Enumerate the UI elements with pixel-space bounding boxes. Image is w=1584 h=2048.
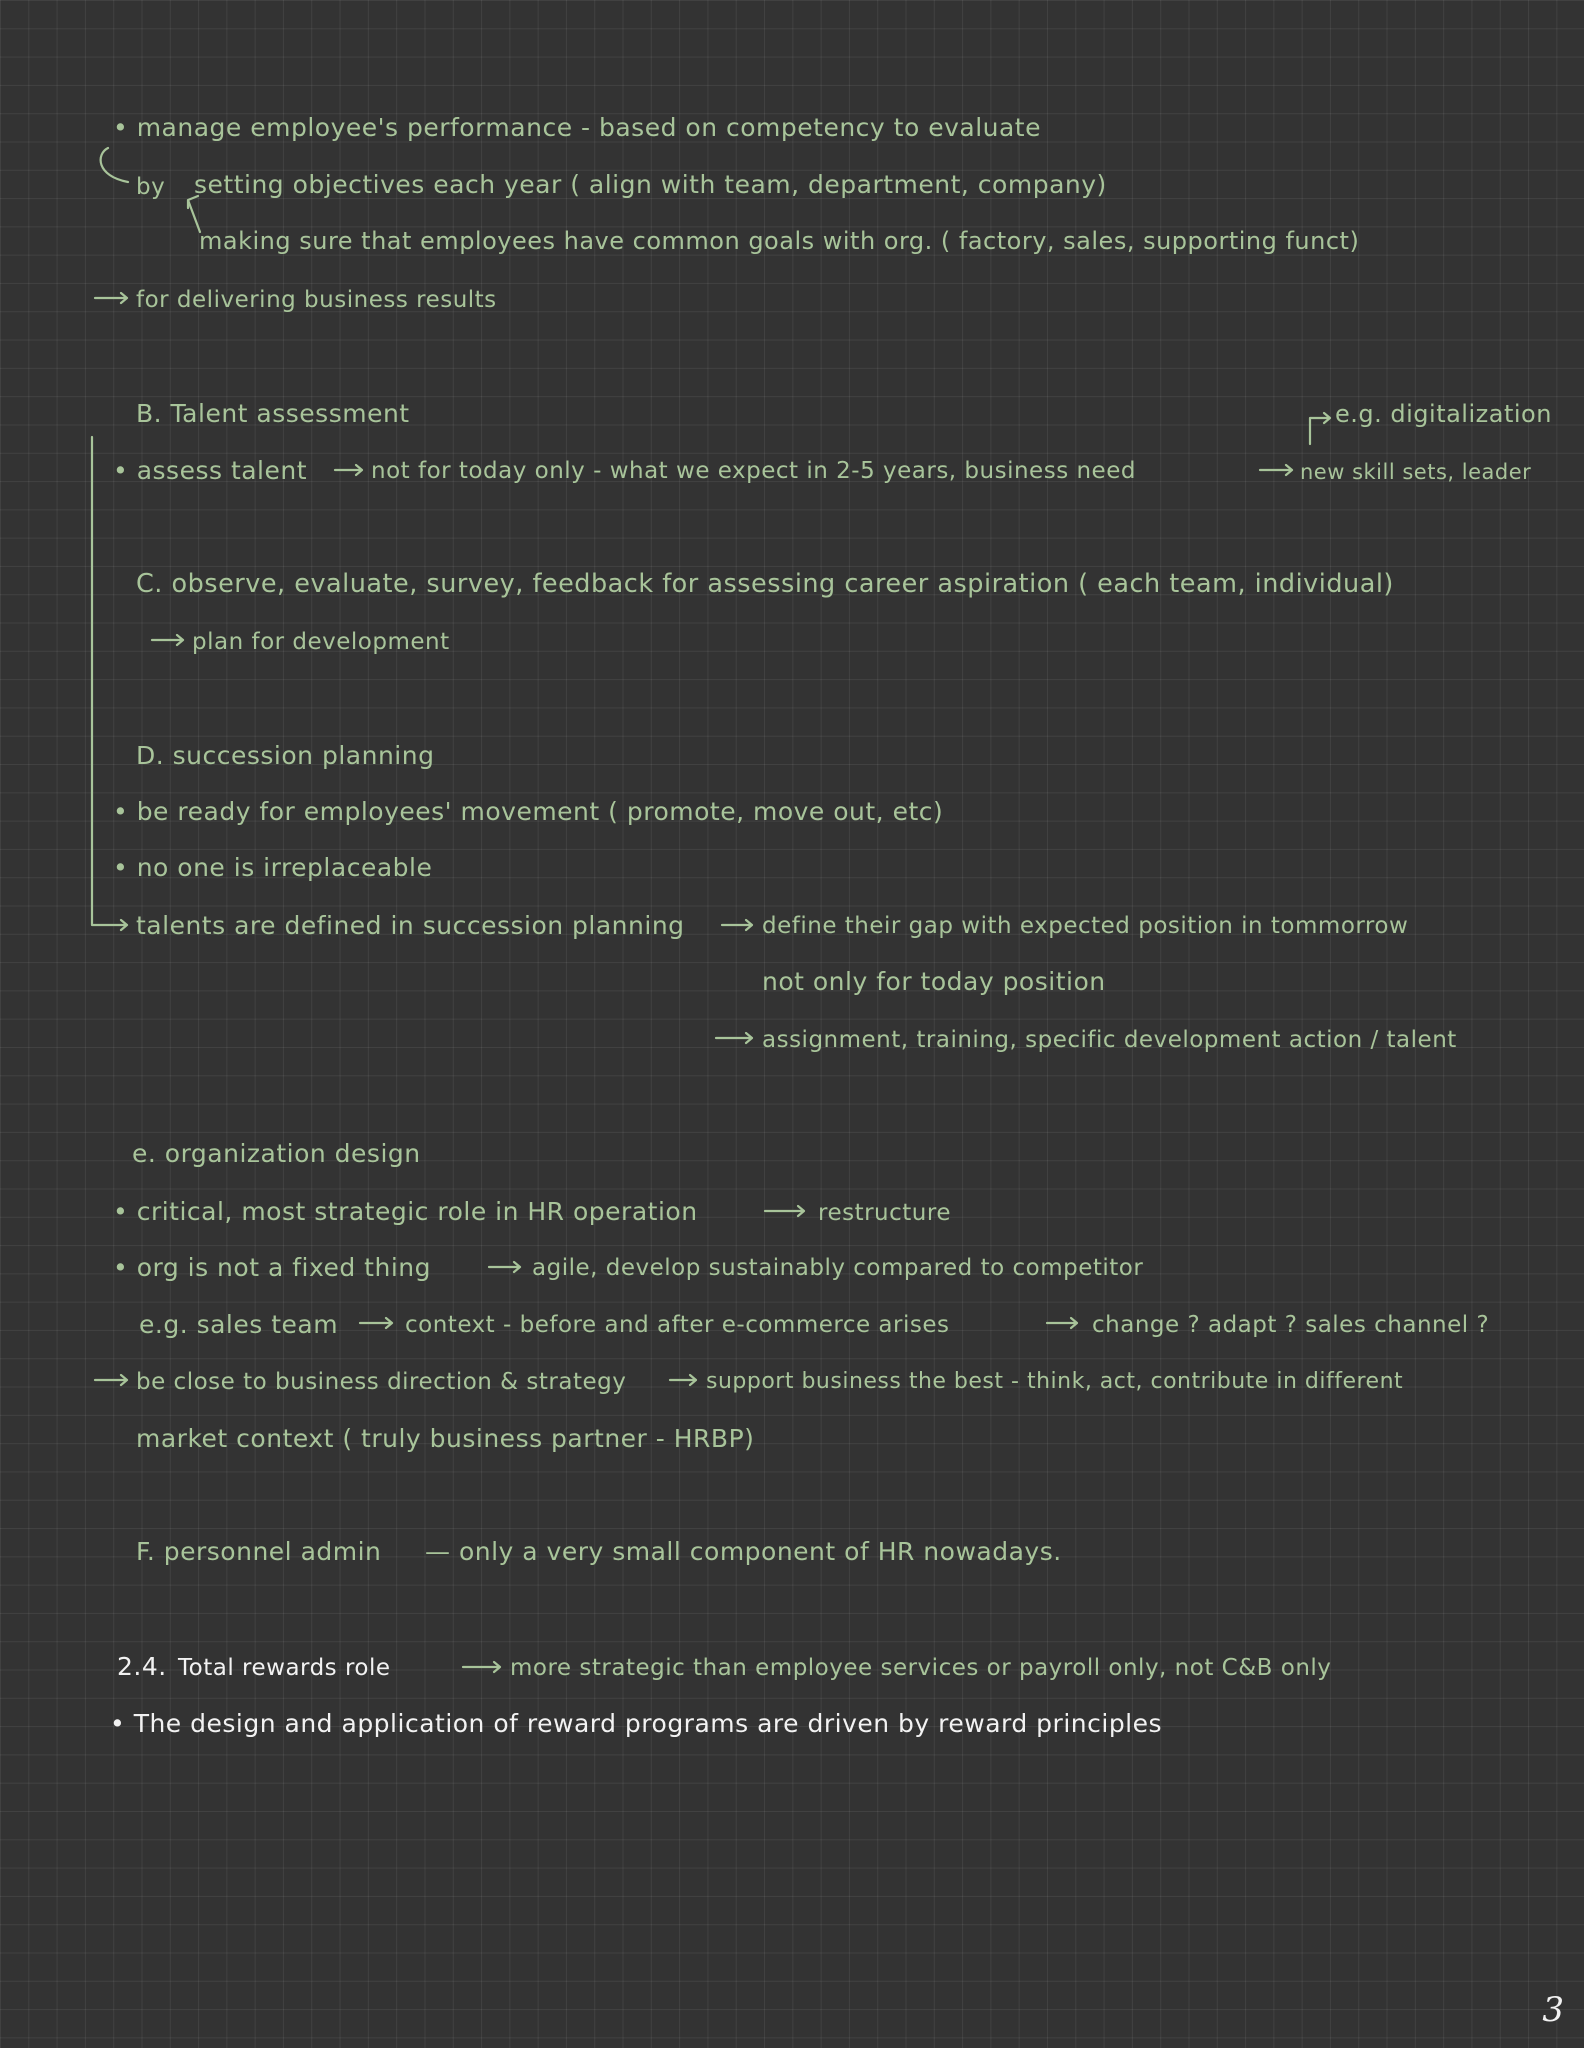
note-ecommerce-context: context - before and after e-commerce arises — [405, 1312, 950, 1338]
note-agile: agile, develop sustainably compared to competitor — [532, 1255, 1144, 1281]
page-number: 3 — [1542, 1990, 1564, 2030]
note-not-for-today: not for today only - what we expect in 2-5 years, business need — [371, 458, 1136, 484]
arrow-icon — [95, 1375, 127, 1385]
section-heading-career-aspiration: C. observe, evaluate, survey, feedback for assessing career aspiration ( each team, individual) — [136, 569, 1394, 599]
note-org-not-fixed: • org is not a fixed thing — [113, 1253, 431, 1282]
arrow-icon — [722, 920, 752, 930]
note-irreplaceable: • no one is irreplaceable — [113, 853, 433, 882]
note-critical-role: • critical, most strategic role in HR operation — [113, 1197, 698, 1226]
note-by-label: by — [136, 174, 166, 200]
note-reward-principles: • The design and application of reward programs are driven by reward principles — [110, 1709, 1163, 1738]
note-restructure: restructure — [818, 1200, 951, 1226]
note-not-only-today: not only for today position — [762, 967, 1106, 996]
section-number-2-4: 2.4. — [117, 1652, 167, 1681]
note-example-digitalization: e.g. digitalization — [1335, 400, 1552, 428]
note-business-direction: be close to business direction & strategy — [136, 1369, 627, 1395]
section-heading-succession-planning: D. succession planning — [136, 741, 435, 770]
arrow-icon — [360, 1318, 392, 1328]
arrow-icon — [463, 1662, 500, 1672]
note-market-context: market context ( truly business partner - HRBP) — [136, 1424, 755, 1453]
note-plan-for-development: plan for development — [192, 629, 450, 655]
section-heading-talent-assessment: B. Talent assessment — [136, 399, 410, 428]
arrow-icon — [1260, 465, 1292, 475]
note-talents-defined: talents are defined in succession planning — [136, 911, 685, 940]
note-assignment-training: assignment, training, specific development action / talent — [762, 1027, 1457, 1053]
note-line-results: for delivering business results — [136, 287, 497, 313]
arrow-icon — [95, 293, 127, 303]
note-new-skill-sets: new skill sets, leader — [1300, 460, 1532, 484]
arrow-icon — [1047, 1318, 1077, 1328]
note-employee-movement: • be ready for employees' movement ( promote, move out, etc) — [113, 797, 944, 826]
section-heading-total-rewards: Total rewards role — [178, 1655, 391, 1681]
section-heading-organization-design: e. organization design — [132, 1139, 421, 1168]
corner-connector-icon — [1310, 413, 1330, 444]
hook-curve-icon — [101, 148, 128, 182]
arrow-icon — [765, 1206, 804, 1216]
note-line-common-goals: making sure that employees have common goals with org. ( factory, sales, supporting funct) — [199, 227, 1360, 255]
note-sales-team-example: e.g. sales team — [139, 1310, 339, 1339]
note-define-gap: define their gap with expected position in tommorrow — [762, 913, 1409, 939]
section-heading-personnel-admin: F. personnel admin — [136, 1537, 382, 1566]
arrow-icon — [716, 1033, 752, 1043]
note-change-adapt: change ? adapt ? sales channel ? — [1092, 1312, 1490, 1338]
note-support-business: support business the best - think, act, contribute in different — [706, 1369, 1404, 1394]
note-personnel-admin-detail: — only a very small component of HR nowadays. — [425, 1537, 1062, 1566]
arrow-icon — [489, 1262, 520, 1272]
note-assess-talent: • assess talent — [113, 456, 308, 485]
arrow-icon — [670, 1375, 696, 1385]
note-total-rewards-detail: more strategic than employee services or payroll only, not C&B only — [510, 1655, 1332, 1681]
arrow-icon — [335, 465, 362, 475]
arrow-icon — [152, 635, 183, 645]
note-line-performance: • manage employee's performance - based on competency to evaluate — [113, 113, 1041, 142]
note-line-objectives: setting objectives each year ( align with team, department, company) — [194, 170, 1107, 199]
